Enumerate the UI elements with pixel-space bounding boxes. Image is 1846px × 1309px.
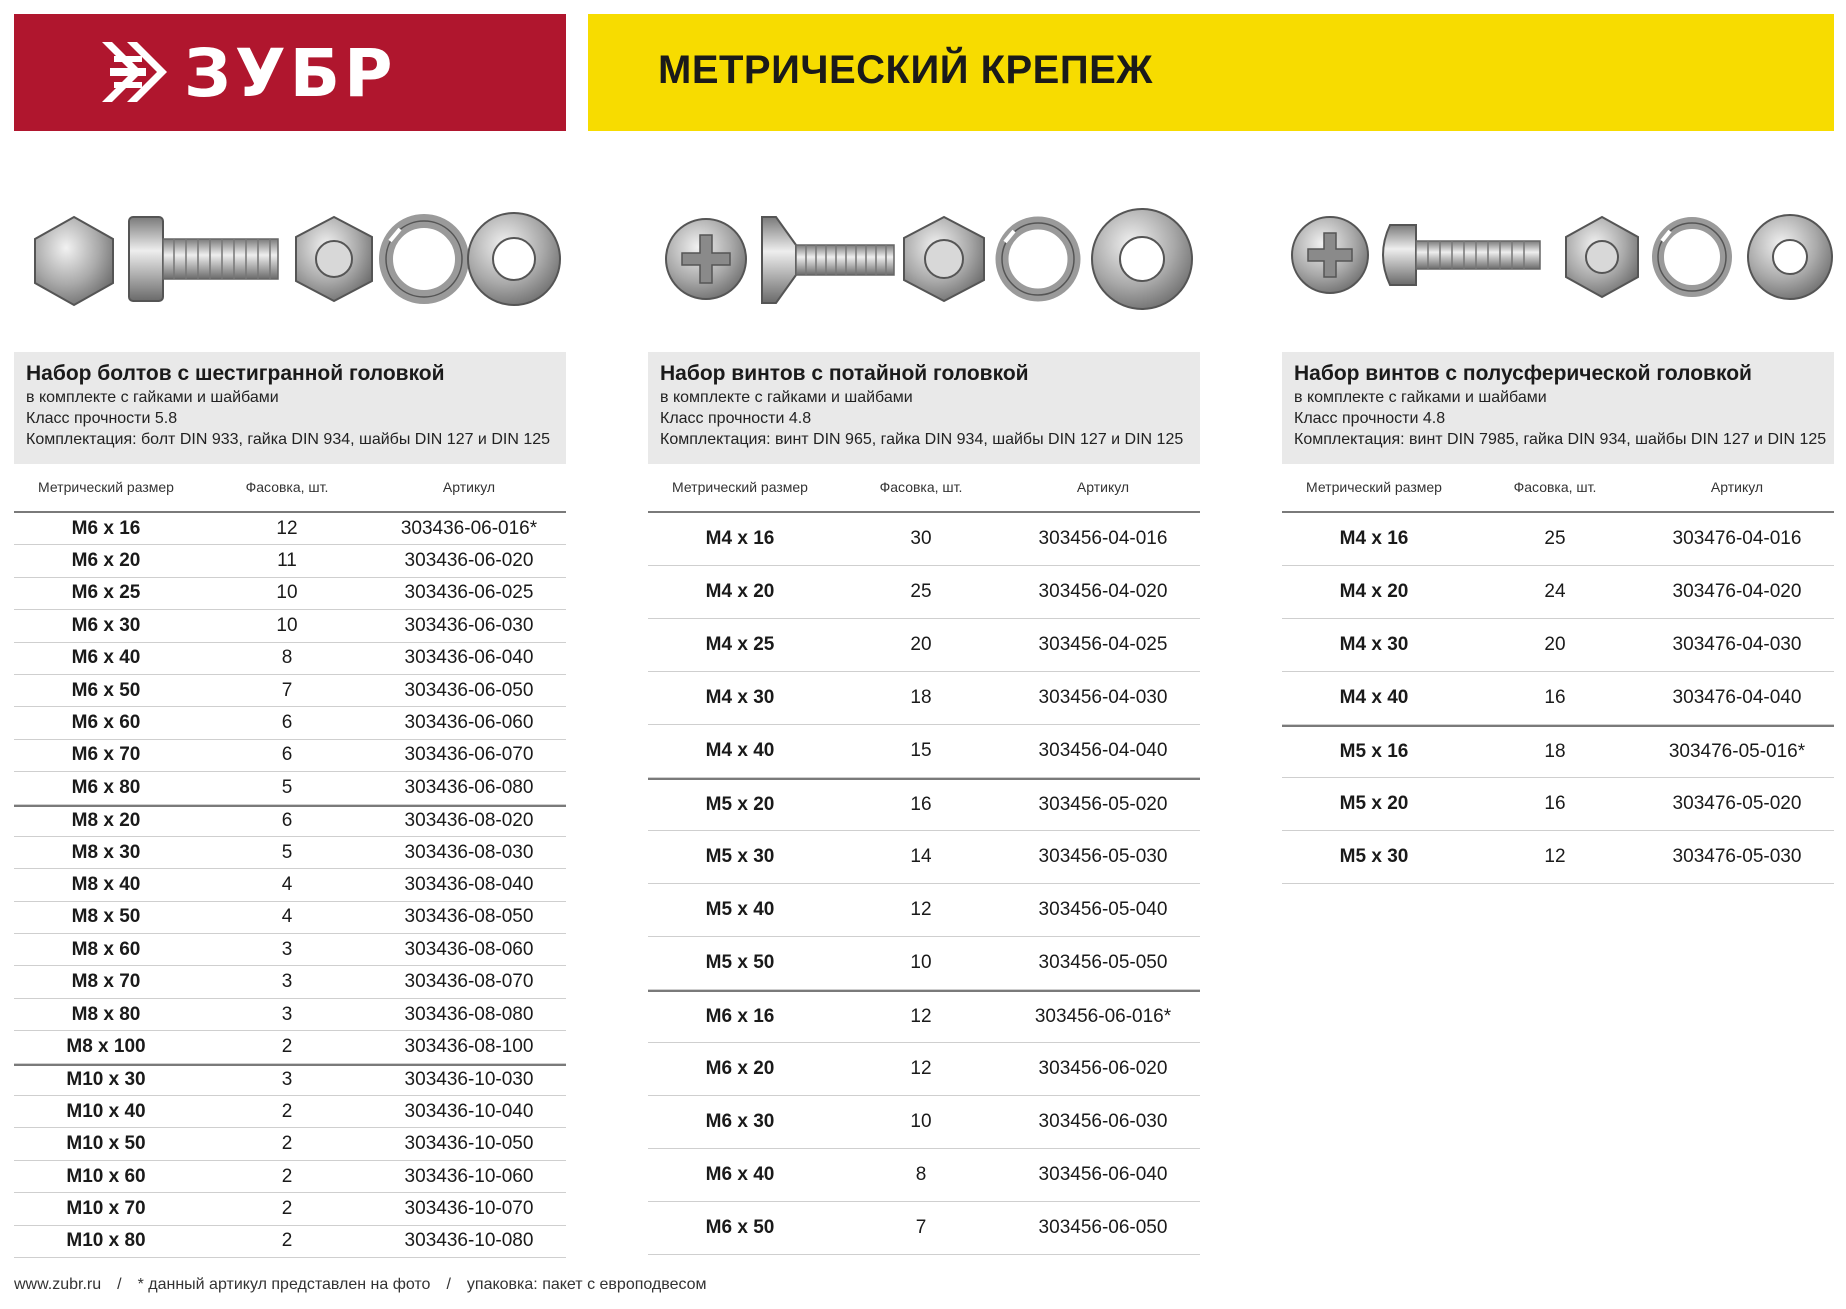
article-cell: 303436-10-050	[404, 1133, 534, 1155]
table-row	[14, 966, 566, 998]
article-cell: 303436-08-050	[404, 906, 534, 928]
product-photo	[14, 195, 566, 315]
size-cell: М5 х 50	[705, 952, 775, 973]
article-cell: 303476-05-030	[1672, 846, 1802, 867]
section-pan-head-screws	[1282, 195, 1834, 867]
qty-cell: 6	[281, 744, 293, 766]
strength-class: Класс прочности 5.8	[26, 410, 178, 427]
spring-washer-icon	[1658, 223, 1726, 291]
article-cell: 303436-08-070	[404, 971, 534, 993]
table-row	[14, 934, 566, 966]
hex-nut-icon	[904, 217, 984, 301]
article-cell: 303456-04-040	[1038, 740, 1168, 761]
size-cell: М6 х 50	[71, 679, 141, 701]
size-cell: М4 х 40	[705, 740, 775, 761]
qty-cell: 2	[281, 1035, 293, 1057]
size-cell: М8 х 30	[71, 841, 141, 863]
article-cell: 303456-04-020	[1038, 581, 1168, 602]
size-cell: М4 х 20	[1339, 581, 1409, 602]
countersunk-screw-side-icon	[762, 217, 894, 303]
qty-cell: 18	[1544, 741, 1566, 762]
table-body	[648, 513, 1200, 1255]
size-cell: М6 х 40	[705, 1164, 775, 1185]
header-qty: Фасовка, шт.	[879, 479, 963, 495]
article-cell: 303456-05-030	[1038, 846, 1168, 867]
table-row	[1282, 566, 1834, 619]
article-cell: 303436-10-040	[404, 1100, 534, 1122]
article-cell: 303436-08-020	[404, 810, 534, 832]
size-cell: М5 х 20	[1339, 793, 1409, 814]
article-cell: 303436-10-030	[404, 1069, 534, 1091]
flat-washer-icon	[468, 213, 560, 305]
header-article: Артикул	[442, 479, 496, 495]
pan-screw-head-icon	[1292, 217, 1368, 293]
size-cell: М6 х 20	[71, 550, 141, 572]
qty-cell: 16	[1544, 687, 1566, 708]
size-cell: М6 х 30	[705, 1111, 775, 1132]
table-row	[648, 1202, 1200, 1255]
qty-cell: 5	[281, 776, 293, 798]
table-row	[1282, 778, 1834, 831]
article-cell: 303436-06-040	[404, 647, 534, 669]
table-row	[14, 610, 566, 642]
article-cell: 303456-06-040	[1038, 1164, 1168, 1185]
article-cell: 303436-10-070	[404, 1197, 534, 1219]
header-qty: Фасовка, шт.	[245, 479, 329, 495]
qty-cell: 12	[1544, 846, 1566, 867]
table-row	[14, 1161, 566, 1193]
article-cell: 303436-08-080	[404, 1003, 534, 1025]
table-row	[648, 778, 1200, 831]
footer-site-link[interactable]: www.zubr.ru	[14, 1276, 102, 1293]
table-row	[648, 513, 1200, 566]
size-cell: М8 х 50	[71, 906, 141, 928]
qty-cell: 3	[281, 1069, 293, 1091]
table-header	[14, 465, 566, 513]
footer-separator: /	[117, 1276, 122, 1293]
spring-washer-icon	[386, 221, 462, 297]
table-row	[14, 1096, 566, 1128]
qty-cell: 18	[910, 687, 932, 708]
article-cell: 303456-06-020	[1038, 1058, 1168, 1079]
table-row	[14, 740, 566, 772]
section-countersunk-screws	[648, 195, 1200, 1238]
article-cell: 303456-04-025	[1038, 634, 1168, 655]
table-row	[14, 869, 566, 901]
article-cell: 303456-05-040	[1038, 899, 1168, 920]
table-row	[648, 1096, 1200, 1149]
qty-cell: 7	[281, 679, 293, 701]
table-row	[14, 1226, 566, 1258]
spring-washer-icon	[1002, 223, 1074, 295]
countersunk-screw-head-icon	[666, 219, 746, 299]
section-subtitle: в комплекте с гайками и шайбами	[660, 389, 913, 406]
hex-bolt-head-icon	[35, 217, 113, 305]
qty-cell: 15	[910, 740, 932, 761]
table-row	[1282, 725, 1834, 778]
footer-photo-note: * данный артикул представлен на фото	[137, 1276, 431, 1293]
qty-cell: 7	[915, 1217, 927, 1238]
size-cell: М6 х 16	[71, 517, 141, 539]
article-cell: 303456-04-030	[1038, 687, 1168, 708]
qty-cell: 2	[281, 1230, 293, 1252]
article-cell: 303436-08-100	[404, 1035, 534, 1057]
footer-packaging: упаковка: пакет с европодвесом	[466, 1276, 707, 1293]
size-cell: М4 х 20	[705, 581, 775, 602]
table-row	[648, 937, 1200, 990]
table-row	[648, 619, 1200, 672]
table-row	[648, 1149, 1200, 1202]
table-body	[1282, 513, 1834, 884]
table-body	[14, 513, 566, 1258]
article-cell: 303476-04-030	[1672, 634, 1802, 655]
brand-logo-block	[14, 14, 566, 131]
article-cell: 303436-06-030	[404, 614, 534, 636]
table-row	[1282, 831, 1834, 884]
article-cell: 303436-06-070	[404, 744, 534, 766]
table-row	[648, 725, 1200, 778]
section-header	[648, 352, 1200, 464]
article-cell: 303476-04-016	[1672, 528, 1802, 549]
qty-cell: 6	[281, 712, 293, 734]
size-cell: М5 х 30	[1339, 846, 1409, 867]
size-cell: М8 х 40	[71, 873, 141, 895]
qty-cell: 16	[1544, 793, 1566, 814]
product-photo	[1282, 195, 1834, 315]
size-cell: М10 х 50	[66, 1133, 146, 1155]
qty-cell: 10	[276, 614, 298, 636]
qty-cell: 8	[281, 647, 293, 669]
table-row	[14, 902, 566, 934]
table-row	[1282, 672, 1834, 725]
qty-cell: 25	[910, 581, 932, 602]
table-row	[14, 999, 566, 1031]
table-row	[14, 707, 566, 739]
table-row	[648, 990, 1200, 1043]
article-cell: 303436-06-016*	[400, 517, 538, 539]
qty-cell: 8	[915, 1164, 927, 1185]
article-cell: 303436-06-025	[404, 582, 534, 604]
qty-cell: 10	[910, 1111, 932, 1132]
article-cell: 303456-06-016*	[1034, 1006, 1172, 1027]
qty-cell: 2	[281, 1165, 293, 1187]
article-cell: 303476-05-020	[1672, 793, 1802, 814]
pan-screw-side-icon	[1383, 225, 1540, 285]
qty-cell: 20	[1544, 634, 1566, 655]
product-photo	[648, 195, 1200, 315]
header-qty: Фасовка, шт.	[1513, 479, 1597, 495]
hex-bolt-side-icon	[129, 217, 278, 301]
size-cell: М8 х 100	[66, 1035, 146, 1057]
strength-class: Класс прочности 4.8	[1294, 410, 1446, 427]
size-cell: М10 х 70	[66, 1197, 146, 1219]
size-cell: М5 х 16	[1339, 741, 1409, 762]
qty-cell: 12	[910, 899, 932, 920]
table-row	[14, 545, 566, 577]
qty-cell: 3	[281, 971, 293, 993]
table-row	[14, 1128, 566, 1160]
table-row	[14, 1064, 566, 1096]
size-cell: М8 х 20	[71, 810, 141, 832]
section-title: Набор винтов с потайной головкой	[660, 362, 1029, 385]
table-row	[648, 672, 1200, 725]
qty-cell: 12	[910, 1006, 932, 1027]
qty-cell: 6	[281, 810, 293, 832]
qty-cell: 4	[281, 906, 293, 928]
article-cell: 303436-10-080	[404, 1230, 534, 1252]
size-cell: М4 х 16	[1339, 528, 1409, 549]
hex-nut-icon	[296, 217, 372, 301]
size-cell: М6 х 60	[71, 712, 141, 734]
table-row	[648, 831, 1200, 884]
qty-cell: 3	[281, 1003, 293, 1025]
qty-cell: 14	[910, 846, 932, 867]
qty-cell: 16	[910, 794, 932, 815]
article-cell: 303436-08-060	[404, 938, 534, 960]
size-cell: М10 х 60	[66, 1165, 146, 1187]
qty-cell: 2	[281, 1197, 293, 1219]
hex-nut-icon	[1566, 217, 1638, 297]
qty-cell: 12	[910, 1058, 932, 1079]
header-size: Метрический размер	[38, 479, 174, 495]
size-cell: М4 х 30	[1339, 634, 1409, 655]
qty-cell: 24	[1544, 581, 1566, 602]
qty-cell: 20	[910, 634, 932, 655]
section-title: Набор винтов с полусферической головкой	[1294, 362, 1752, 385]
table-row	[1282, 513, 1834, 566]
brand-name: ЗУБР	[184, 35, 397, 112]
table-row	[14, 643, 566, 675]
table-row	[14, 1031, 566, 1063]
qty-cell: 10	[910, 952, 932, 973]
article-cell: 303436-06-080	[404, 776, 534, 798]
table-header	[648, 465, 1200, 513]
section-title: Набор болтов с шестигранной головкой	[26, 362, 445, 385]
size-cell: М6 х 20	[705, 1058, 775, 1079]
size-cell: М4 х 16	[705, 528, 775, 549]
table-row	[14, 805, 566, 837]
header-size: Метрический размер	[1306, 479, 1442, 495]
article-cell: 303456-05-020	[1038, 794, 1168, 815]
article-cell: 303436-06-020	[404, 550, 534, 572]
size-cell: М10 х 40	[66, 1100, 146, 1122]
qty-cell: 10	[276, 582, 298, 604]
size-cell: М8 х 60	[71, 938, 141, 960]
size-cell: М10 х 80	[66, 1230, 146, 1252]
article-cell: 303436-06-060	[404, 712, 534, 734]
article-cell: 303456-06-050	[1038, 1217, 1168, 1238]
footer-separator: /	[446, 1276, 451, 1293]
article-cell: 303476-05-016*	[1668, 741, 1806, 762]
section-hex-bolts	[14, 195, 566, 1252]
article-cell: 303476-04-020	[1672, 581, 1802, 602]
header-article: Артикул	[1076, 479, 1130, 495]
footer	[14, 1276, 707, 1294]
article-cell: 303476-04-040	[1672, 687, 1802, 708]
header-article: Артикул	[1710, 479, 1764, 495]
size-cell: М8 х 80	[71, 1003, 141, 1025]
table-header	[1282, 465, 1834, 513]
article-cell: 303456-05-050	[1038, 952, 1168, 973]
qty-cell: 11	[277, 550, 297, 572]
size-cell: М10 х 30	[66, 1069, 146, 1091]
size-cell: М4 х 25	[705, 634, 775, 655]
table-row	[14, 578, 566, 610]
table-row	[14, 1193, 566, 1225]
qty-cell: 2	[281, 1133, 293, 1155]
size-cell: М4 х 40	[1339, 687, 1409, 708]
table-row	[1282, 619, 1834, 672]
article-cell: 303436-10-060	[404, 1165, 534, 1187]
size-cell: М6 х 25	[71, 582, 141, 604]
kit-contents: Комплектация: болт DIN 933, гайка DIN 934, шайбы DIN 127 и DIN 125	[26, 431, 551, 448]
article-cell: 303456-04-016	[1038, 528, 1168, 549]
size-cell: М5 х 40	[705, 899, 775, 920]
section-header	[1282, 352, 1834, 464]
table-row	[14, 675, 566, 707]
qty-cell: 30	[910, 528, 932, 549]
size-cell: М5 х 20	[705, 794, 775, 815]
table-row	[648, 566, 1200, 619]
qty-cell: 2	[281, 1100, 293, 1122]
article-cell: 303436-08-040	[404, 873, 534, 895]
strength-class: Класс прочности 4.8	[660, 410, 812, 427]
flat-washer-icon	[1092, 209, 1192, 309]
article-cell: 303456-06-030	[1038, 1111, 1168, 1132]
page-title: МЕТРИЧЕСКИЙ КРЕПЕЖ	[658, 48, 1153, 92]
table-row	[14, 837, 566, 869]
kit-contents: Комплектация: винт DIN 7985, гайка DIN 934, шайбы DIN 127 и DIN 125	[1294, 431, 1827, 448]
flat-washer-icon	[1748, 215, 1832, 299]
section-header	[14, 352, 566, 464]
size-cell: М6 х 40	[71, 647, 141, 669]
article-cell: 303436-08-030	[404, 841, 534, 863]
article-cell: 303436-06-050	[404, 679, 534, 701]
size-cell: М6 х 70	[71, 744, 141, 766]
table-row	[14, 772, 566, 804]
size-cell: М6 х 50	[705, 1217, 775, 1238]
size-cell: М6 х 80	[71, 776, 141, 798]
size-cell: М6 х 16	[705, 1006, 775, 1027]
size-cell: М8 х 70	[71, 971, 141, 993]
zubr-logo-icon	[14, 14, 566, 131]
section-subtitle: в комплекте с гайками и шайбами	[26, 389, 279, 406]
kit-contents: Комплектация: винт DIN 965, гайка DIN 934, шайбы DIN 127 и DIN 125	[660, 431, 1184, 448]
qty-cell: 25	[1544, 528, 1566, 549]
table-row	[648, 884, 1200, 937]
qty-cell: 3	[281, 938, 293, 960]
size-cell: М4 х 30	[705, 687, 775, 708]
size-cell: М6 х 30	[71, 614, 141, 636]
section-subtitle: в комплекте с гайками и шайбами	[1294, 389, 1547, 406]
size-cell: М5 х 30	[705, 846, 775, 867]
table-row	[14, 513, 566, 545]
qty-cell: 4	[281, 873, 293, 895]
table-row	[648, 1043, 1200, 1096]
header-size: Метрический размер	[672, 479, 808, 495]
title-banner	[588, 14, 1834, 131]
qty-cell: 5	[281, 841, 293, 863]
qty-cell: 12	[276, 517, 298, 539]
